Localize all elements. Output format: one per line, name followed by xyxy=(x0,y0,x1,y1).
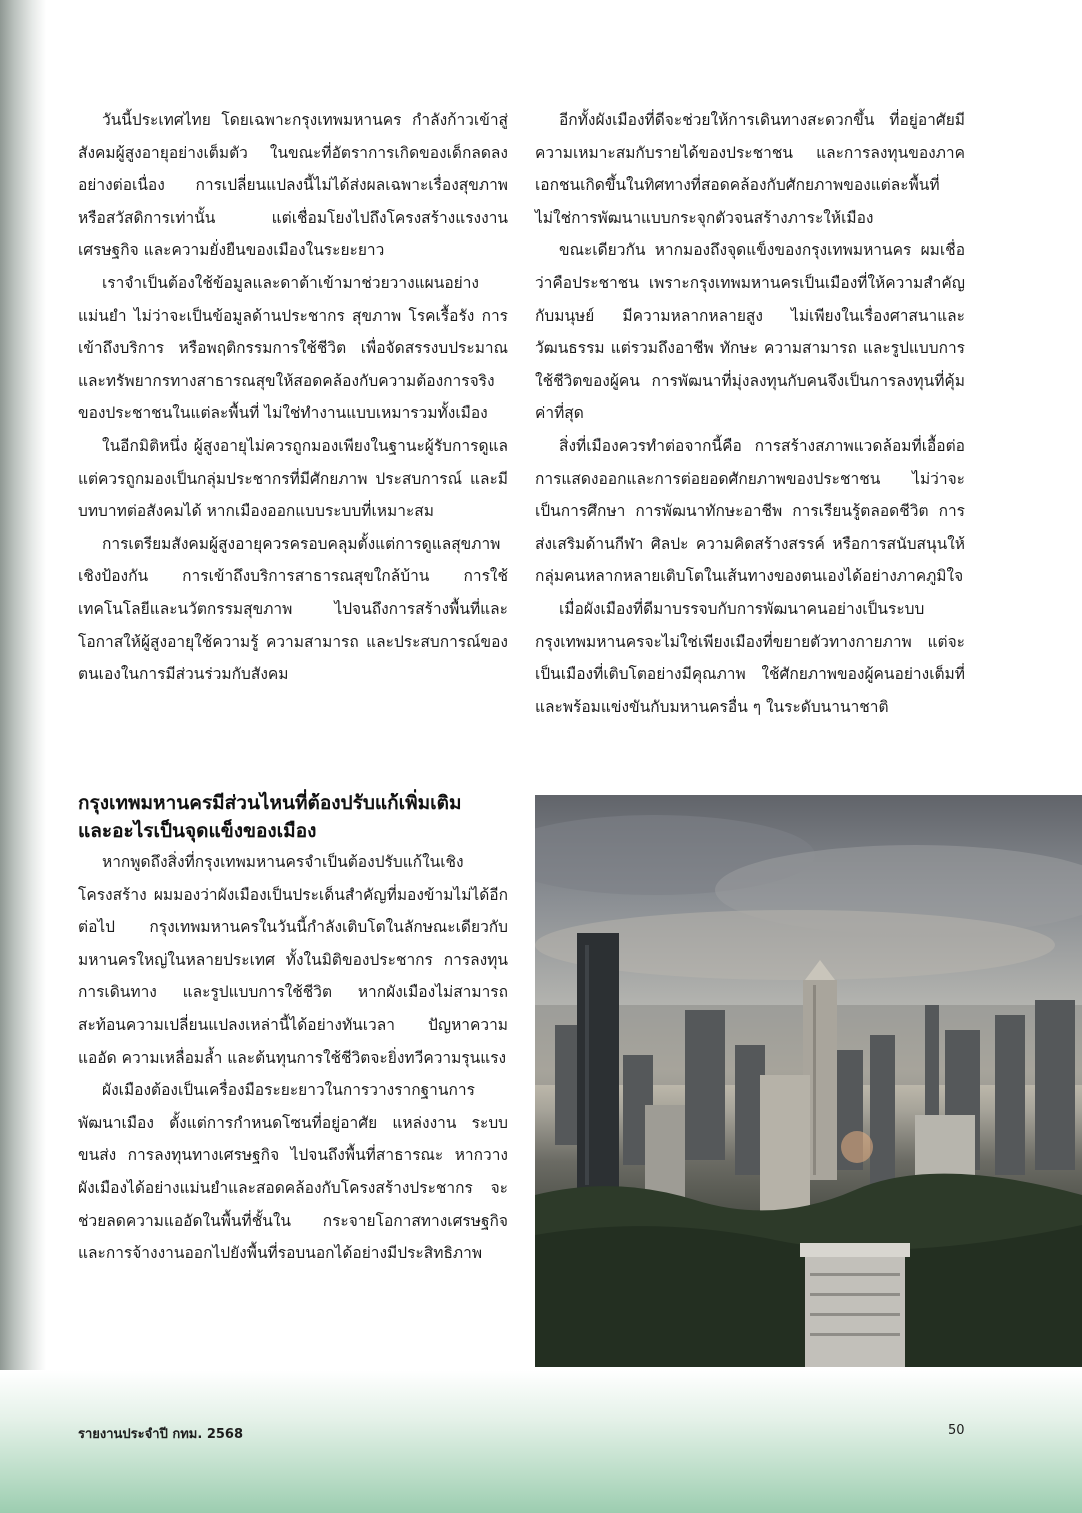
paragraph: สิ่งที่เมืองควรทำต่อจากนี้คือ การสร้างสภาพแวดล้อมที่เอื้อต่อการแสดงออกและการต่อยอดศักยภาพของประชาชน ไม่ว่าจะเป็นการศึกษา การพัฒนาทักษะอาชีพ การเรียนรู้ตลอดชีวิต การส่งเสริมด้านกีฬา ศิลปะ ความคิดสร้างสรรค์ หรือการสนับสนุนให้กลุ่มคนหลากหลายเติบโตในเส้นทางของตนเองได้อย่างภาคภูมิใจ xyxy=(535,436,965,586)
section-heading-line: กรุงเทพมหานครมีส่วนไหนที่ต้องปรับแก้เพิ่มเติม xyxy=(78,792,462,814)
page-number: 50 xyxy=(948,1423,965,1438)
paragraph: ขณะเดียวกัน หากมองถึงจุดแข็งของกรุงเทพมหานคร ผมเชื่อว่าคือประชาชน เพราะกรุงเทพมหานครเป็นเมืองที่ให้ความสำคัญกับมนุษย์ มีความหลากหลายสูง ไม่เพียงในเรื่องศาสนาและวัฒนธรรม แต่รวมถึงอาชีพ ทักษะ ความสามารถ และรูปแบบการใช้ชีวิตของผู้คน การพัฒนาที่มุ่งลงทุนกับคนจึงเป็นการลงทุนที่คุ้มค่าที่สุด xyxy=(535,241,965,423)
right-column-text xyxy=(535,104,965,723)
bangkok-skyline-photo xyxy=(535,795,1082,1367)
section-heading xyxy=(78,789,518,845)
section-heading-line: และอะไรเป็นจุดแข็งของเมือง xyxy=(78,820,317,842)
left-column-text xyxy=(78,104,508,691)
section-body-text xyxy=(78,846,508,1270)
paragraph: อีกทั้งผังเมืองที่ดีจะช่วยให้การเดินทางสะดวกขึ้น ที่อยู่อาศัยมีความเหมาะสมกับรายได้ของประชาชน และการลงทุนของภาคเอกชนเกิดขึ้นในทิศทางที่สอดคล้องกับศักยภาพของแต่ละพื้นที่ ไม่ใช่การพัฒนาแบบกระจุกตัวจนสร้างภาระให้เมือง xyxy=(535,111,965,227)
paragraph: การเตรียมสังคมผู้สูงอายุควรครอบคลุมตั้งแต่การดูแลสุขภาพเชิงป้องกัน การเข้าถึงบริการสาธารณสุขใกล้บ้าน การใช้เทคโนโลยีและนวัตกรรมสุขภาพ ไปจนถึงการสร้างพื้นที่และโอกาสให้ผู้สูงอายุใช้ความรู้ ความสามารถ และประสบการณ์ของตนเองในการมีส่วนร่วมกับสังคม xyxy=(78,534,508,684)
paragraph: ผังเมืองต้องเป็นเครื่องมือระยะยาวในการวางรากฐานการพัฒนาเมือง ตั้งแต่การกำหนดโซนที่อยู่อาศัย แหล่งงาน ระบบขนส่ง การลงทุนทางเศรษฐกิจ ไปจนถึงพื้นที่สาธารณะ หากวางผังเมืองได้อย่างแม่นยำและสอดคล้องกับโครงสร้างประชากร จะช่วยลดความแออัดในพื้นที่ชั้นใน กระจายโอกาสทางเศรษฐกิจและการจ้างงานออกไปยังพื้นที่รอบนอกได้อย่างมีประสิทธิภาพ xyxy=(78,1081,508,1263)
footer-report-title: รายงานประจำปี กทม. 2568 xyxy=(78,1427,244,1442)
paragraph: หากพูดถึงสิ่งที่กรุงเทพมหานครจำเป็นต้องปรับแก้ในเชิงโครงสร้าง ผมมองว่าผังเมืองเป็นประเด็นสำคัญที่มองข้ามไม่ได้อีกต่อไป กรุงเทพมหานครในวันนี้กำลังเติบโตในลักษณะเดียวกับมหานครใหญ่ในหลายประเทศ ทั้งในมิติของประชากร การลงทุน การเดินทาง และรูปแบบการใช้ชีวิต หากผังเมืองไม่สามารถสะท้อนความเปลี่ยนแปลงเหล่านี้ได้อย่างทันเวลา ปัญหาความแออัด ความเหลื่อมล้ำ และต้นทุนการใช้ชีวิตจะยิ่งทวีความรุนแรง xyxy=(78,853,508,1067)
paragraph: เมื่อผังเมืองที่ดีมาบรรจบกับการพัฒนาคนอย่างเป็นระบบ กรุงเทพมหานครจะไม่ใช่เพียงเมืองที่ขยายตัวทางกายภาพ แต่จะเป็นเมืองที่เติบโตอย่างมีคุณภาพ ใช้ศักยภาพของผู้คนอย่างเต็มที่ และพร้อมแข่งขันกับมหานครอื่น ๆ ในระดับนานาชาติ xyxy=(535,599,965,716)
page-edge-shadow xyxy=(0,0,46,1513)
paragraph: เราจำเป็นต้องใช้ข้อมูลและดาต้าเข้ามาช่วยวางแผนอย่างแม่นยำ ไม่ว่าจะเป็นข้อมูลด้านประชากร สุขภาพ โรคเรื้อรัง การเข้าถึงบริการ หรือพฤติกรรมการใช้ชีวิต เพื่อจัดสรรงบประมาณและทรัพยากรทางสาธารณสุขให้สอดคล้องกับความต้องการจริงของประชาชนในแต่ละพื้นที่ ไม่ใช่ทำงานแบบเหมารวมทั้งเมือง xyxy=(78,273,508,423)
paragraph: วันนี้ประเทศไทย โดยเฉพาะกรุงเทพมหานคร กำลังก้าวเข้าสู่สังคมผู้สูงอายุอย่างเต็มตัว ในขณะที่อัตราการเกิดของเด็กลดลงอย่างต่อเนื่อง การเปลี่ยนแปลงนี้ไม่ได้ส่งผลเฉพาะเรื่องสุขภาพหรือสวัสดิการเท่านั้น แต่เชื่อมโยงไปถึงโครงสร้างแรงงาน เศรษฐกิจ และความยั่งยืนของเมืองในระยะยาว xyxy=(78,111,508,260)
paragraph: ในอีกมิติหนึ่ง ผู้สูงอายุไม่ควรถูกมองเพียงในฐานะผู้รับการดูแล แต่ควรถูกมองเป็นกลุ่มประชากรที่มีศักยภาพ ประสบการณ์ และมีบทบาทต่อสังคมได้ หากเมืองออกแบบระบบที่เหมาะสม xyxy=(78,436,508,521)
